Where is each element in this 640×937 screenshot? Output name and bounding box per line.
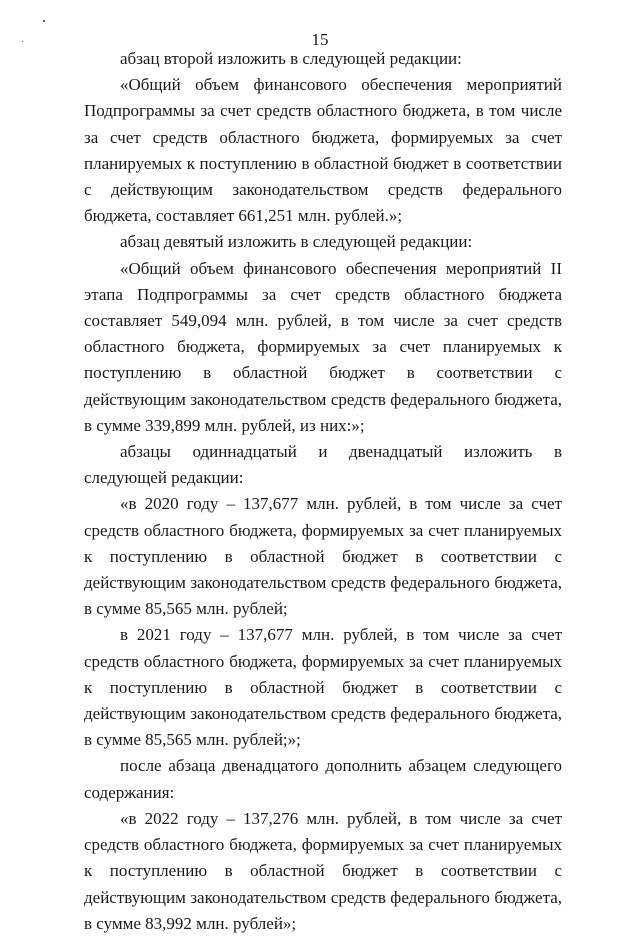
document-body bbox=[84, 46, 562, 937]
paragraph: «в 2022 году – 137,276 млн. рублей, в том числе за счет средств областного бюджета, формируемых за счет планируемых к поступлению в областной бюджет в соответствии с действующим законодательством средств федерального бюджета, в сумме 83,992 млн. рублей»; bbox=[84, 808, 562, 933]
page-number: 15 bbox=[311, 30, 329, 49]
paragraph: «в 2020 году – 137,677 млн. рублей, в том числе за счет средств областного бюджета, формируемых за счет планируемых к поступлению в областной бюджет в соответствии с действующим законодательством средств федерального бюджета, в сумме 85,565 млн. рублей; bbox=[84, 494, 562, 619]
paragraph: абзацы одиннадцатый и двенадцатый изложить в следующей редакции: bbox=[84, 442, 562, 488]
paragraph: «Общий объем финансового обеспечения мероприятий II этапа Подпрограммы за счет средств областного бюджета составляет 549,094 млн. рублей, в том числе за счет средств областного бюджета, формируемых за счет планируемых к поступлению в областной бюджет в соответствии с действующим законодательством средств федерального бюджета, в сумме 339,899 млн. рублей, из них:»; bbox=[84, 258, 562, 435]
paragraph: «Общий объем финансового обеспечения мероприятий Подпрограммы за счет средств областного бюджета, в том числе за счет средств областного бюджета, формируемых за счет планируемых к поступлению в областной бюджет в соответствии с действующим законодательством средств федерального бюджета, составляет 661,251 млн. рублей.»; bbox=[84, 75, 562, 226]
scan-speck bbox=[43, 20, 45, 22]
paragraph: в 2021 году – 137,677 млн. рублей, в том числе за счет средств областного бюджета, формируемых за счет планируемых к поступлению в областной бюджет в соответствии с действующим законодательством средств федерального бюджета, в сумме 85,565 млн. рублей;»; bbox=[84, 625, 562, 750]
paragraph: абзац девятый изложить в следующей редакции: bbox=[120, 232, 473, 252]
paragraph: абзац второй изложить в следующей редакции: bbox=[120, 49, 462, 68]
paragraph: после абзаца двенадцатого дополнить абзацем следующего содержания: bbox=[84, 756, 562, 802]
